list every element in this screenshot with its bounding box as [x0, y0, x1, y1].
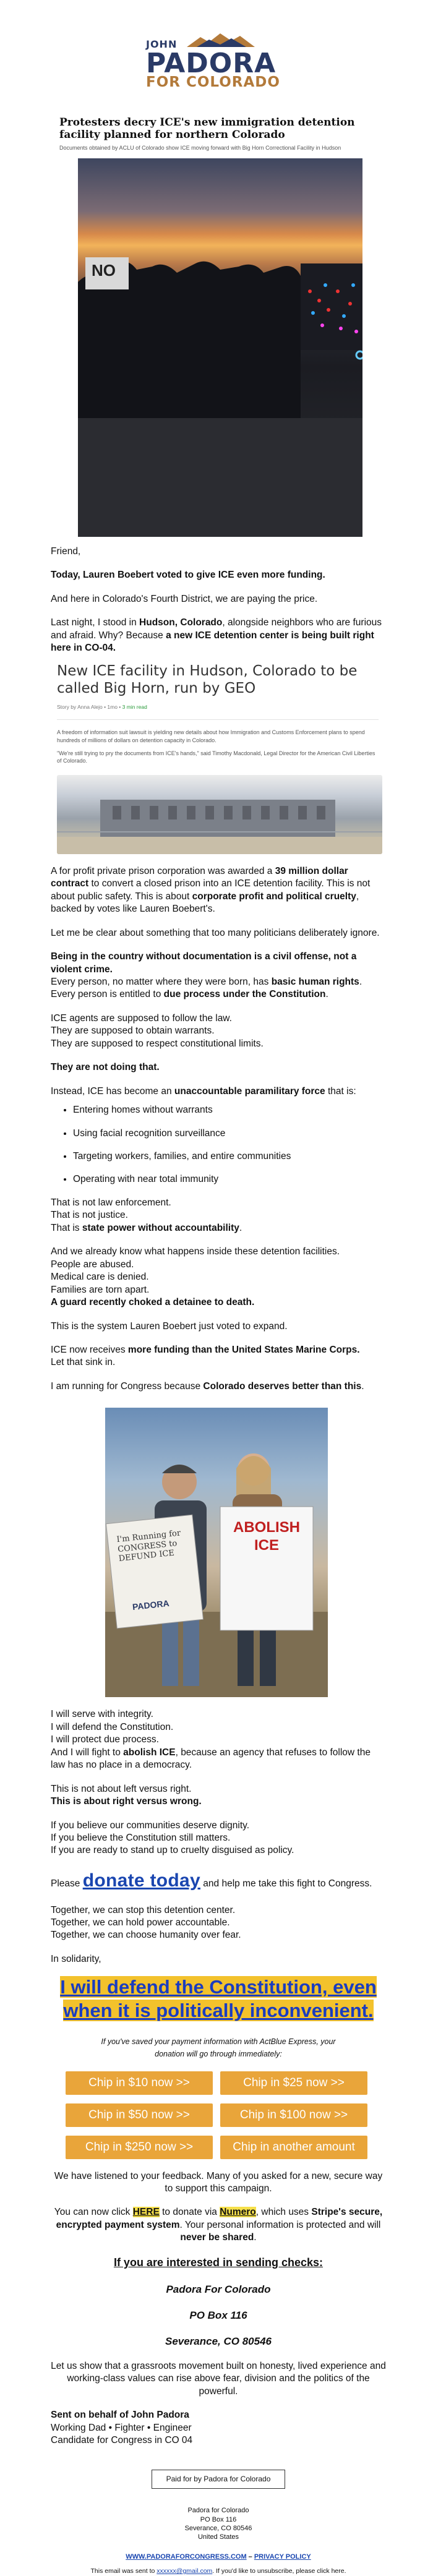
detention-facility-photo [57, 775, 382, 854]
list-item: • Operating with near total immunity [73, 1173, 386, 1186]
protest-sign-text: NO [92, 260, 116, 280]
text-line: That is not law enforcement. [51, 1197, 171, 1208]
here-link[interactable]: HERE [132, 2207, 160, 2218]
ice-bullet-list [51, 1104, 386, 1186]
grassroots-line: Let us show that a grassroots movement built on honesty, lived experience and working-class values can rise above fear, division and the politics of the powerful. [51, 2360, 386, 2397]
recipient-email-link[interactable]: xxxxxx@gmail.com [156, 2567, 213, 2575]
stripe-bold: Stripe's secure, encrypted payment system [56, 2207, 383, 2230]
numero-paragraph [51, 2206, 386, 2244]
choked-bold: A guard recently choked a detainee to death. [51, 1297, 255, 1308]
promises-paragraph [51, 1708, 386, 1771]
text-span: ICE now receives [51, 1345, 128, 1356]
chip-50-button[interactable]: Chip in $50 now >> [66, 2103, 213, 2127]
text-span: And I will fight to [51, 1747, 124, 1758]
checks-name: Padora For Colorado [166, 2283, 271, 2295]
protest-silhouettes [78, 158, 362, 537]
text-span: Please [51, 1878, 83, 1889]
text-span: , alongside neighbors who are furious and afraid. Why? Because [51, 617, 382, 641]
text-span: , backed by votes like Lauren Boebert's. [51, 891, 359, 915]
constitution-banner[interactable] [51, 1975, 385, 2022]
paramilitary-bold: unaccountable paramilitary force [174, 1085, 325, 1097]
text-span: That is [51, 1222, 82, 1233]
article-para-2: "We're still trying to pry the documents from ICE's hands," said Timothy Macdonald, Legal Director for the American Civil Liberties of Colorado. [57, 750, 375, 764]
text-line: If you are ready to stand up to cruelty disguised as policy. [51, 1845, 294, 1856]
text-span: to donate via [159, 2207, 220, 2218]
together-paragraph [51, 1904, 386, 1942]
sent-bold: Sent on behalf of John Padora [51, 2410, 189, 2421]
last-night-paragraph [51, 617, 386, 654]
left-right-paragraph [51, 1783, 386, 1808]
actblue-note [51, 2035, 386, 2060]
text-bold: basic human rights [271, 976, 359, 987]
text-line: If you've saved your payment information with ActBlue Express, your [101, 2037, 336, 2046]
text-span: , because an agency that refuses to follow the law has no place in a democracy. [51, 1747, 371, 1771]
system-line: This is the system Lauren Boebert just voted to expand. [51, 1320, 288, 1332]
text-line: This is not about left versus right. [51, 1783, 192, 1794]
mountain-logo-icon [187, 33, 255, 47]
chip-other-button[interactable]: Chip in another amount [220, 2136, 367, 2159]
sign-left-text: I'm Running for CONGRESS to DEFUND ICE [116, 1528, 181, 1564]
chip-in-grid [66, 2071, 386, 2159]
checks-heading: If you are interested in sending checks: [113, 2256, 324, 2269]
article-byline [57, 704, 385, 711]
text-line: And we already know what happens inside these detention facilities. [51, 1246, 340, 1257]
text-line: Severance, CO 80546 [184, 2524, 252, 2532]
text-line: United States [197, 2533, 239, 2541]
footer-address [51, 2506, 386, 2541]
news-headline: Protesters decry ICE's new immigration detention facility planned for northern Colorado [59, 116, 355, 142]
text-line: Together, we can hold power accountable. [51, 1917, 230, 1928]
text-line [51, 1747, 386, 1772]
ice-law-line: ICE agents are supposed to follow the law. [51, 1012, 232, 1024]
text-span: to convert a closed prison into an ICE detention facility. This is not about public safety. This is about [51, 878, 371, 902]
profit-bold: corporate profit and political cruelty [192, 891, 356, 902]
rights-line-3 [51, 988, 386, 1001]
instead-line [51, 1085, 386, 1098]
privacy-policy-link[interactable]: PRIVACY POLICY [254, 2552, 311, 2561]
text-bold: due process under the Constitution [163, 989, 326, 1000]
text-span: A for profit private prison corporation was awarded a [51, 865, 275, 876]
chip-250-button[interactable]: Chip in $250 now >> [66, 2136, 213, 2159]
greeting: Friend, [51, 546, 81, 557]
list-item: • Using facial recognition surveillance [73, 1128, 386, 1140]
rights-paragraph [51, 951, 386, 1001]
protest-photo [78, 158, 362, 537]
text-line: donation will go through immediately: [155, 2049, 282, 2058]
sent-on-behalf [51, 2409, 386, 2447]
text-span: I am running for Congress because [51, 1380, 204, 1392]
text-span: . [325, 989, 328, 1000]
signoff: In solidarity, [51, 1953, 101, 1964]
unsubscribe-note [51, 2567, 386, 2576]
banner-text[interactable]: I will defend the Constitution, even when it is politically inconvenient. [60, 1976, 377, 2022]
ice-law-line: They are supposed to obtain warrants. [51, 1025, 215, 1037]
article-screenshot [51, 662, 385, 854]
text-line: That is not justice. [51, 1210, 128, 1221]
checks-box: PO Box 116 [189, 2309, 247, 2322]
text-span: that is: [325, 1085, 356, 1097]
text-line: Together, we can stop this detention center. [51, 1904, 236, 1915]
text-span: Every person, no matter where they were born, has [51, 976, 272, 987]
text-line: I will defend the Constitution. [51, 1721, 174, 1732]
chip-10-button[interactable]: Chip in $10 now >> [66, 2071, 213, 2095]
running-line [51, 1380, 386, 1393]
contract-bold: 39 million dollar contract [51, 865, 348, 889]
text-line: People are abused. [51, 1259, 134, 1270]
email-content [0, 116, 433, 2576]
news-caption: Documents obtained by ACLU of Colorado show ICE moving forward with Big Horn Correctional Facility in Hudson [59, 145, 341, 152]
footer-links [51, 2552, 386, 2562]
logo-john: JOHN [146, 38, 178, 50]
text-span: , which uses [255, 2207, 312, 2218]
text-line: Medical care is denied. [51, 1272, 149, 1283]
header [0, 0, 433, 99]
text-line: Families are torn apart. [51, 1284, 150, 1295]
ice-law-line: They are supposed to respect constitutional limits. [51, 1038, 264, 1049]
text-span: . [361, 1380, 364, 1392]
text-line: Candidate for Congress in CO 04 [51, 2435, 193, 2446]
text-span: . [239, 1222, 242, 1233]
text-span: Last night, I stood in [51, 617, 140, 628]
text-span: This email was sent to [90, 2567, 157, 2575]
text-line [51, 1344, 386, 1356]
text-line: I will protect due process. [51, 1734, 159, 1745]
list-item: • Entering homes without warrants [73, 1104, 386, 1116]
donate-today-link[interactable]: donate today [82, 1870, 200, 1891]
separator: – [246, 2552, 254, 2561]
text-span: Every person is entitled to [51, 989, 164, 1000]
text-line: Together, we can choose humanity over fear. [51, 1930, 241, 1941]
fourth-district-line: And here in Colorado's Fourth District, we are paying the price. [51, 593, 318, 604]
campaign-photo [105, 1408, 328, 1697]
unsubscribe-text[interactable]: . If you'd like to unsubscribe, please click here. [212, 2567, 346, 2575]
state-power-paragraph [51, 1197, 386, 1235]
today-line: Today, Lauren Boebert voted to give ICE even more funding. [51, 570, 325, 581]
text-bold: Colorado deserves better than this [203, 1380, 362, 1392]
hudson-bold: Hudson, Colorado [139, 617, 223, 628]
rights-line-2 [51, 976, 386, 988]
text-line: If you believe our communities deserve dignity. [51, 1820, 250, 1831]
text-line: Let that sink in. [51, 1357, 116, 1368]
chip-25-button[interactable]: Chip in $25 now >> [220, 2071, 367, 2095]
paid-for-box: Paid for by Padora for Colorado [152, 2470, 285, 2489]
not-doing-line: They are not doing that. [51, 1062, 160, 1073]
abolish-ice-bold: abolish ICE [123, 1747, 176, 1758]
sign-right-text: ABOLISH ICE [233, 1519, 300, 1554]
please-donate-line [51, 1868, 386, 1893]
article-title: New ICE facility in Hudson, Colorado to be called Big Horn, run by GEO [57, 662, 358, 697]
civil-offense-bold: Being in the country without documentation is a civil offense, not a violent crime. [51, 951, 357, 975]
if-you-paragraph [51, 1820, 386, 1857]
byline-text: Story by Anna Alejo • 1mo • [57, 704, 122, 711]
text-line: Padora for Colorado [187, 2507, 249, 2515]
text-span: . [254, 2232, 257, 2243]
news-screenshot [51, 116, 385, 537]
article-divider [57, 719, 379, 720]
chip-100-button[interactable]: Chip in $100 now >> [220, 2103, 367, 2127]
text-span: You can now click [54, 2207, 133, 2218]
text-bold: state power without accountability [82, 1222, 239, 1233]
marines-paragraph [51, 1344, 386, 1369]
checks-city: Severance, CO 80546 [165, 2335, 272, 2348]
never-shared-bold: never be shared [180, 2232, 254, 2243]
logo-for-colorado: FOR COLORADO [146, 74, 280, 90]
text-span: and help me take this fight to Congress. [200, 1878, 372, 1889]
logo-padora: PADORA [146, 48, 277, 79]
text-line: PO Box 116 [200, 2515, 237, 2523]
text-line [51, 1222, 386, 1235]
text-span: . [359, 976, 362, 987]
numero-link[interactable]: Numero [220, 2207, 256, 2218]
marines-bold: more funding than the United States Marine Corps. [127, 1345, 360, 1356]
article-para-1: A freedom of information suit lawsuit is yielding new details about how Immigration and Customs Enforcement plans to spend hundreds of millions of dollars on detention capacity in Colorado. [57, 729, 365, 743]
clear-line: Let me be clear about something that too many politicians deliberately ignore. [51, 927, 380, 938]
ice-law-paragraph [51, 1012, 386, 1050]
detention-paragraph [51, 1246, 386, 1309]
text-line: Working Dad • Fighter • Engineer [51, 2422, 192, 2433]
facility-drawing [57, 775, 382, 854]
list-item: • Targeting workers, families, and entire communities [73, 1150, 386, 1163]
text-span: Instead, ICE has become an [51, 1085, 174, 1097]
website-link[interactable]: WWW.PADORAFORCONGRESS.COM [126, 2552, 247, 2561]
detention-center-bold: a new ICE detention center is being built right here in CO-04. [51, 630, 374, 654]
right-wrong-bold: This is about right versus wrong. [51, 1796, 202, 1807]
text-line: I will serve with integrity. [51, 1709, 153, 1720]
text-line: If you believe the Constitution still matters. [51, 1833, 231, 1843]
readtime: 3 min read [122, 704, 147, 711]
contract-paragraph [51, 865, 386, 916]
sign-left-name: PADORA [132, 1598, 170, 1612]
text-span: . Your personal information is protected and will [179, 2219, 381, 2230]
feedback-line: We have listened to your feedback. Many of you asked for a new, secure way to support this campaign. [54, 2170, 383, 2194]
